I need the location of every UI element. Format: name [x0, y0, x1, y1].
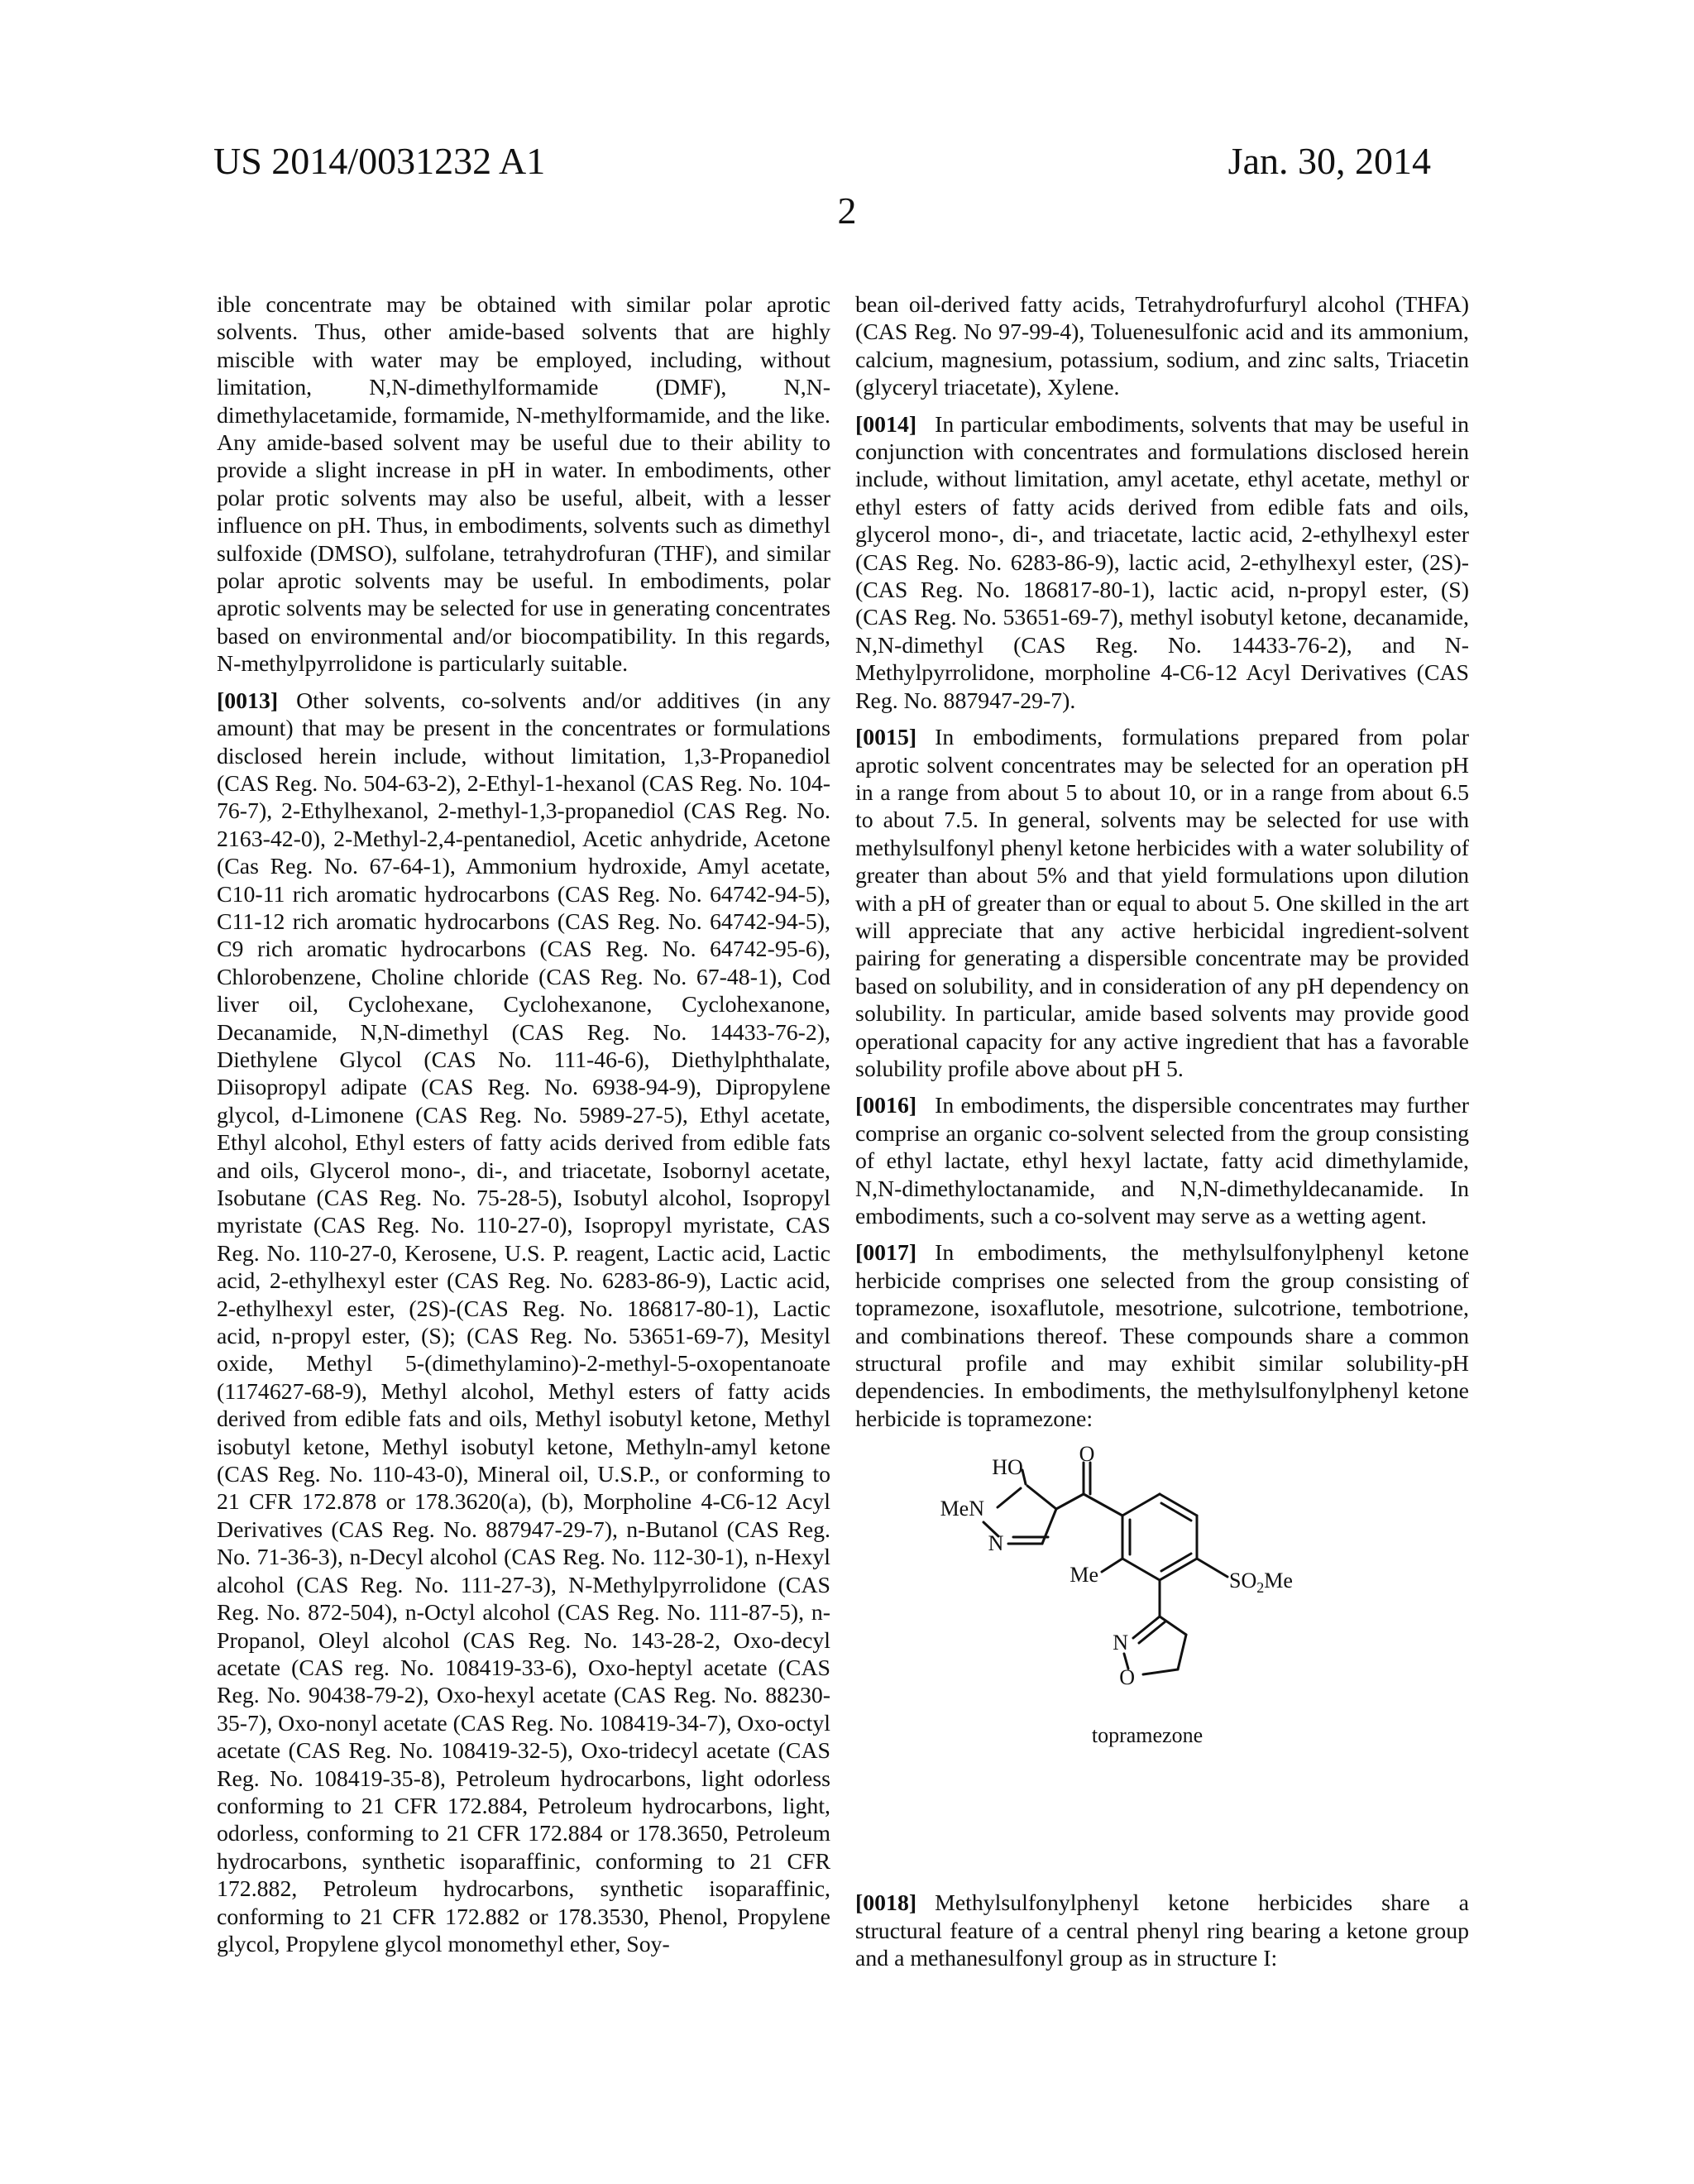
paragraph-number: [0018]	[855, 1890, 917, 1917]
paragraph-0018	[855, 1889, 1469, 1972]
paragraph-number: [0014]	[855, 411, 917, 438]
publication-number: US 2014/0031232 A1	[213, 140, 546, 182]
paragraph-0015	[855, 724, 1469, 1083]
paragraph-text: In particular embodiments, solvents that may be useful in conjunction with concentrates and formulations disclosed herein include, without limitation, amyl acetate, ethyl acetate, methyl or ethyl esters of fatty acids derived from edible fats and oils, glycerol mono-, di-, and triacetate, lactic acid, 2-ethylhexyl ester (CAS Reg. No. 6283-86-9), lactic acid, 2-ethylhexyl ester, (2S)-(CAS Reg. No. 186817-80-1), lactic acid, n-propyl ester, (S) (CAS Reg. No. 53651-69-7), methyl isobutyl ketone, decanamide, N,N-dimethyl (CAS Reg. No. 14433-76-2), and N-Methylpyrrolidone, morpholine 4-C6-12 Acyl Derivatives (CAS Reg. No. 887947-29-7).	[855, 411, 1469, 714]
pyrazole-nitrogen-label: N	[988, 1531, 1004, 1556]
isoxazoline-oxygen-label: O	[1119, 1665, 1135, 1690]
carbonyl-oxygen-label: O	[1079, 1442, 1095, 1467]
paragraph-number: [0016]	[855, 1093, 917, 1119]
methylsulfonyl-label: $SO_2Me$	[1229, 1569, 1293, 1597]
paragraph-text: Other solvents, co-solvents and/or additives (in any amount) that may be present in the concentrates or formulations disclosed herein include, without limitation, 1,3-Propanediol (CAS Reg. No. 504-63-2), 2-Ethyl-1-hexanol (CAS Reg. No. 104-76-7), 2-Ethylhexanol, 2-methyl-1,3-propanediol (CAS Reg. No. 2163-42-0), 2-Methyl-2,4-pentanediol, Acetic anhydride, Acetone (Cas Reg. No. 67-64-1), Ammonium hydroxide, Amyl acetate, C10-11 rich aromatic hydrocarbons (CAS Reg. No. 64742-94-5), C11-12 rich aromatic hydrocarbons (CAS Reg. No. 64742-94-5), C9 rich aromatic hydrocarbons (CAS Reg. No. 64742-95-6), Chlorobenzene, Choline chloride (CAS Reg. No. 67-48-1), Cod liver oil, Cyclohexane, Cyclohexanone, Cyclohexanone, Decanamide, N,N-dimethyl (CAS Reg. No. 14433-76-2), Diethylene Glycol (CAS No. 111-46-6), Diethylphthalate, Diisopropyl adipate (CAS Reg. No. 6938-94-9), Dipropylene glycol, d-Limonene (CAS Reg. No. 5989-27-5), Ethyl acetate, Ethyl alcohol, Ethyl esters of fatty acids derived from edible fats and oils, Glycerol mono-, di-, and triacetate, Isobornyl acetate, Isobutane (CAS Reg. No. 75-28-5), Isobutyl alcohol, Isopropyl myristate (CAS Reg. No. 110-27-0), Isopropyl myristate, CAS Reg. No. 110-27-0, Kerosene, U.S. P. reagent, Lactic acid, Lactic acid, 2-ethylhexyl ester (CAS Reg. No. 6283-86-9), Lactic acid, 2-ethylhexyl ester, (2S)-(CAS Reg. No. 186817-80-1), Lactic acid, n-propyl ester, (S); (CAS Reg. No. 53651-69-7), Mesityl oxide, Methyl 5-(dimethylamino)-2-methyl-5-oxopentanoate (1174627-68-9), Methyl alcohol, Methyl esters of fatty acids derived from edible fats and oils, Methyl isobutyl ketone, Methyl isobutyl ketone, Methyl isobutyl ketone, Methyln-amyl ketone (CAS Reg. No. 110-43-0), Mineral oil, U.S.P., or conforming to 21 CFR 172.878 or 178.3620(a), (b), Morpholine 4-C6-12 Acyl Derivatives (CAS Reg. No. 887947-29-7), n-Butanol (CAS Reg. No. 71-36-3), n-Decyl alcohol (CAS Reg. No. 112-30-1), n-Hexyl alcohol (CAS Reg. No. 111-27-3), N-Methylpyrrolidone (CAS Reg. No. 872-504), n-Octyl alcohol (CAS Reg. No. 111-87-5), n-Propanol, Oleyl alcohol (CAS Reg. No. 143-28-2, Oxo-decyl acetate (CAS reg. No. 108419-33-6), Oxo-heptyl acetate (CAS Reg. No. 90438-79-2), Oxo-hexyl acetate (CAS Reg. No. 88230-35-7), Oxo-nonyl acetate (CAS Reg. No. 108419-34-7), Oxo-octyl acetate (CAS Reg. No. 108419-32-5), Oxo-tridecyl acetate (CAS Reg. No. 108419-35-8), Petroleum hydrocarbons, light odorless conforming to 21 CFR 172.884, Petroleum hydrocarbons, light, odorless, conforming to 21 CFR 172.884 or 178.3650, Petroleum hydrocarbons, synthetic isoparaffinic, conforming to 21 CFR 172.882, Petroleum hydrocarbons, synthetic isoparaffinic, conforming to 21 CFR 172.882 or 178.3530, Phenol, Propylene glycol, Propylene glycol monomethyl ether, Soy-	[217, 687, 830, 1957]
left-column	[217, 291, 830, 1967]
paragraph-0013	[217, 687, 830, 1959]
paragraph-0016	[855, 1092, 1469, 1230]
paragraph-text: Methylsulfonylphenyl ketone herbicides share a structural feature of a central phenyl ring bearing a ketone group and a methanesulfonyl group as in structure I:	[855, 1890, 1469, 1972]
paragraph-0017	[855, 1239, 1469, 1433]
right-column	[855, 291, 1469, 1981]
n-methyl-label: MeN	[940, 1497, 984, 1521]
methyl-label: Me	[1070, 1563, 1098, 1588]
isoxazoline-nitrogen-label: N	[1113, 1631, 1128, 1655]
page-number: 2	[837, 189, 857, 232]
paragraph-text: In embodiments, the dispersible concentrates may further comprise an organic co-solvent selected from the group consisting of ethyl lactate, ethyl hexyl lactate, fatty acid dimethylamide, N,N-dimethyloctanamide, and N,N-dimethyldecanamide. In embodiments, such a co-solvent may serve as a wetting agent.	[855, 1093, 1469, 1229]
paragraph-number: [0015]	[855, 725, 917, 751]
paragraph-text: In embodiments, the methylsulfonylphenyl ketone herbicide comprises one selected from the group consisting of topramezone, isoxaflutole, mesotrione, sulcotrione, tembotrione, and combinations thereof. These compounds share a common structural profile and may exhibit similar solubility-pH dependencies. In embodiments, the methylsulfonylphenyl ketone herbicide is topramezone:	[855, 1240, 1469, 1432]
paragraph-number: [0013]	[217, 687, 279, 714]
paragraph-text: In embodiments, formulations prepared from polar aprotic solvent concentrates may be selected for an operation pH in a range from about 5 to about 10, or in a range from about 6.5 to about 7.5. In general, solvents may be selected for use with methylsulfonyl phenyl ketone herbicides with a water solubility of greater than about 5% and that yield formulations upon dilution with a pH of greater than or equal to about 5. One skilled in the art will appreciate that any active herbicidal ingredient-solvent pairing for generating a dispersible concentrate may be provided based on solubility, and in consideration of any pH dependency on solubility. In particular, amide based solvents may provide good operational capacity for any active ingredient that has a favorable solubility profile above about pH 5.	[855, 725, 1469, 1082]
paragraph-number: [0017]	[855, 1240, 917, 1267]
publication-date: Jan. 30, 2014	[1227, 140, 1431, 182]
paragraph-0014	[855, 411, 1469, 715]
hydroxyl-label: HO	[992, 1455, 1023, 1480]
paragraph-continued: ible concentrate may be obtained with similar polar aprotic solvents. Thus, other amide-based solvents that are highly miscible with water may be employed, including, without limitation, N,N-dimethylformamide (DMF), N,N-dimethylacetamide, formamide, N-methylformamide, and the like. Any amide-based solvent may be useful due to their ability to provide a slight increase in pH in water. In embodiments, other polar protic solvents may also be useful, albeit, with a lesser influence on pH. Thus, in embodiments, solvents such as dimethyl sulfoxide (DMSO), sulfolane, tetrahydrofuran (THF), and similar polar aprotic solvents may be useful. In embodiments, polar aprotic solvents may be selected for use in generating concentrates based on environmental and/or biocompatibility. In this regards, N-methylpyrrolidone is particularly suitable.	[217, 292, 830, 678]
figure-caption: topramezone	[1091, 1723, 1204, 1748]
paragraph-continued: bean oil-derived fatty acids, Tetrahydrofurfuryl alcohol (THFA) (CAS Reg. No 97-99-4), Toluenesulfonic acid and its ammonium, calcium, magnesium, potassium, sodium, and zinc salts, Triacetin (glyceryl triacetate), Xylene.	[855, 292, 1469, 401]
topramezone-structure	[940, 1442, 1317, 1757]
